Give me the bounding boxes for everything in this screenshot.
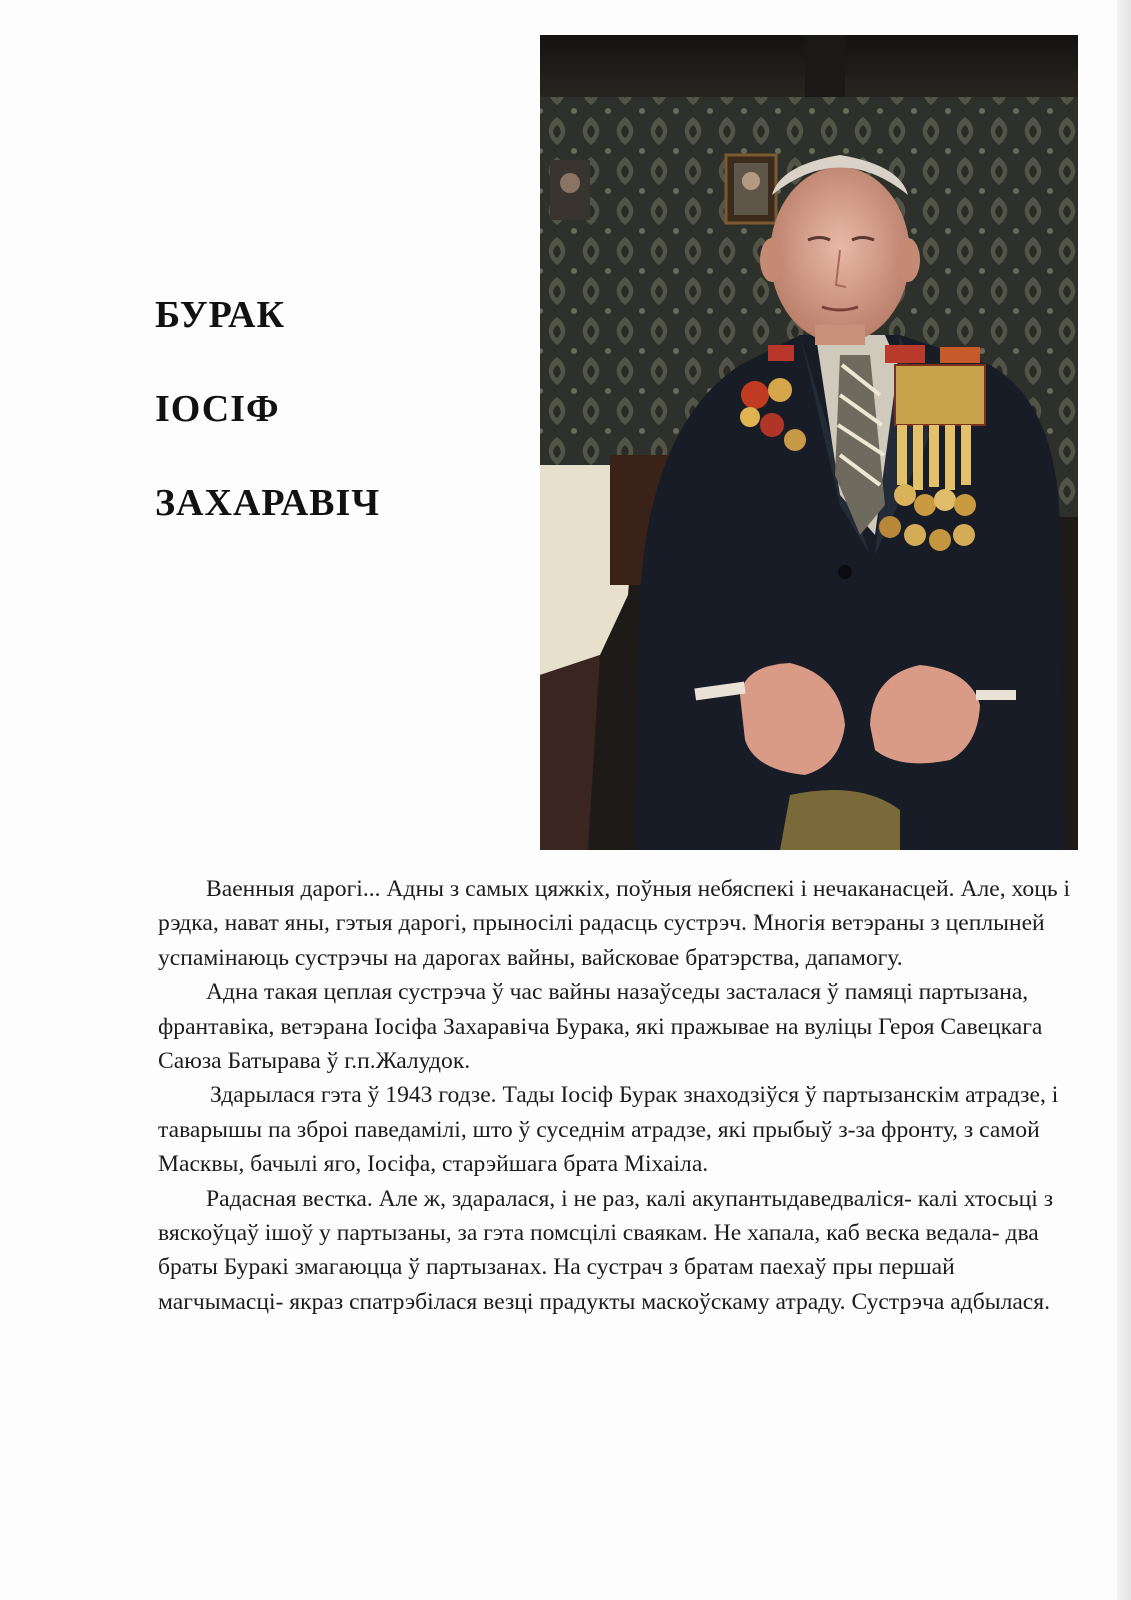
portrait-illustration	[540, 35, 1078, 850]
article-paragraph: Радасная вестка. Але ж, здаралася, і не раз, калі акупантыдаведваліся- калі хтосьці з вяскоўцаў ішоў у партызаны, за гэта помсцілі сваякам. Не хапала, каб веска ведала- два браты Буракі змагаюцца ў партызанах. На сустрач з братам паехаў пры першай магчымасці- якраз спатрэбілася везці прадукты маскоўскаму атраду. Сустрэча адбылася.	[158, 1185, 1054, 1315]
patronymic-heading: ЗАХАРАВІЧ	[155, 482, 381, 524]
article-body	[158, 872, 1078, 1319]
article-paragraph: Адна такая цеплая сустрэча ў час вайны назаўседы засталася ў памяці партызана, франтавіка, ветэрана Іосіфа Захаравіча Бурака, які пражывае на вуліцы Героя Савецкага Саюза Батырава ў г.п.Жалудок.	[158, 979, 1043, 1075]
first-name-heading: ІОСІФ	[155, 388, 280, 430]
person-name	[155, 292, 475, 526]
surname-heading: БУРАК	[155, 294, 286, 336]
article-paragraph: Здарылася гэта ў 1943 годзе. Тады Іосіф Бурак знаходзіўся ў партызанскім атрадзе, і таварышы па зброі паведамілі, што ў суседнім атрадзе, які прыбыў з-за фронту, з самой Масквы, бачылі яго, Іосіфа, старэйшага брата Міхаіла.	[158, 1082, 1059, 1178]
article-paragraph: Ваенныя дарогі... Адны з самых цяжкіх, поўныя небяспекі і нечаканасцей. Але, хоць і рэдка, нават яны, гэтыя дарогі, прыносілі радасць сустрэч. Многія ветэраны з цеплыней успамінаюць сустрэчы на дарогах вайны, вайсковае братэрства, дапамогу.	[158, 876, 1071, 971]
page-edge-shadow	[1117, 0, 1131, 1600]
portrait-photo	[540, 35, 1078, 850]
